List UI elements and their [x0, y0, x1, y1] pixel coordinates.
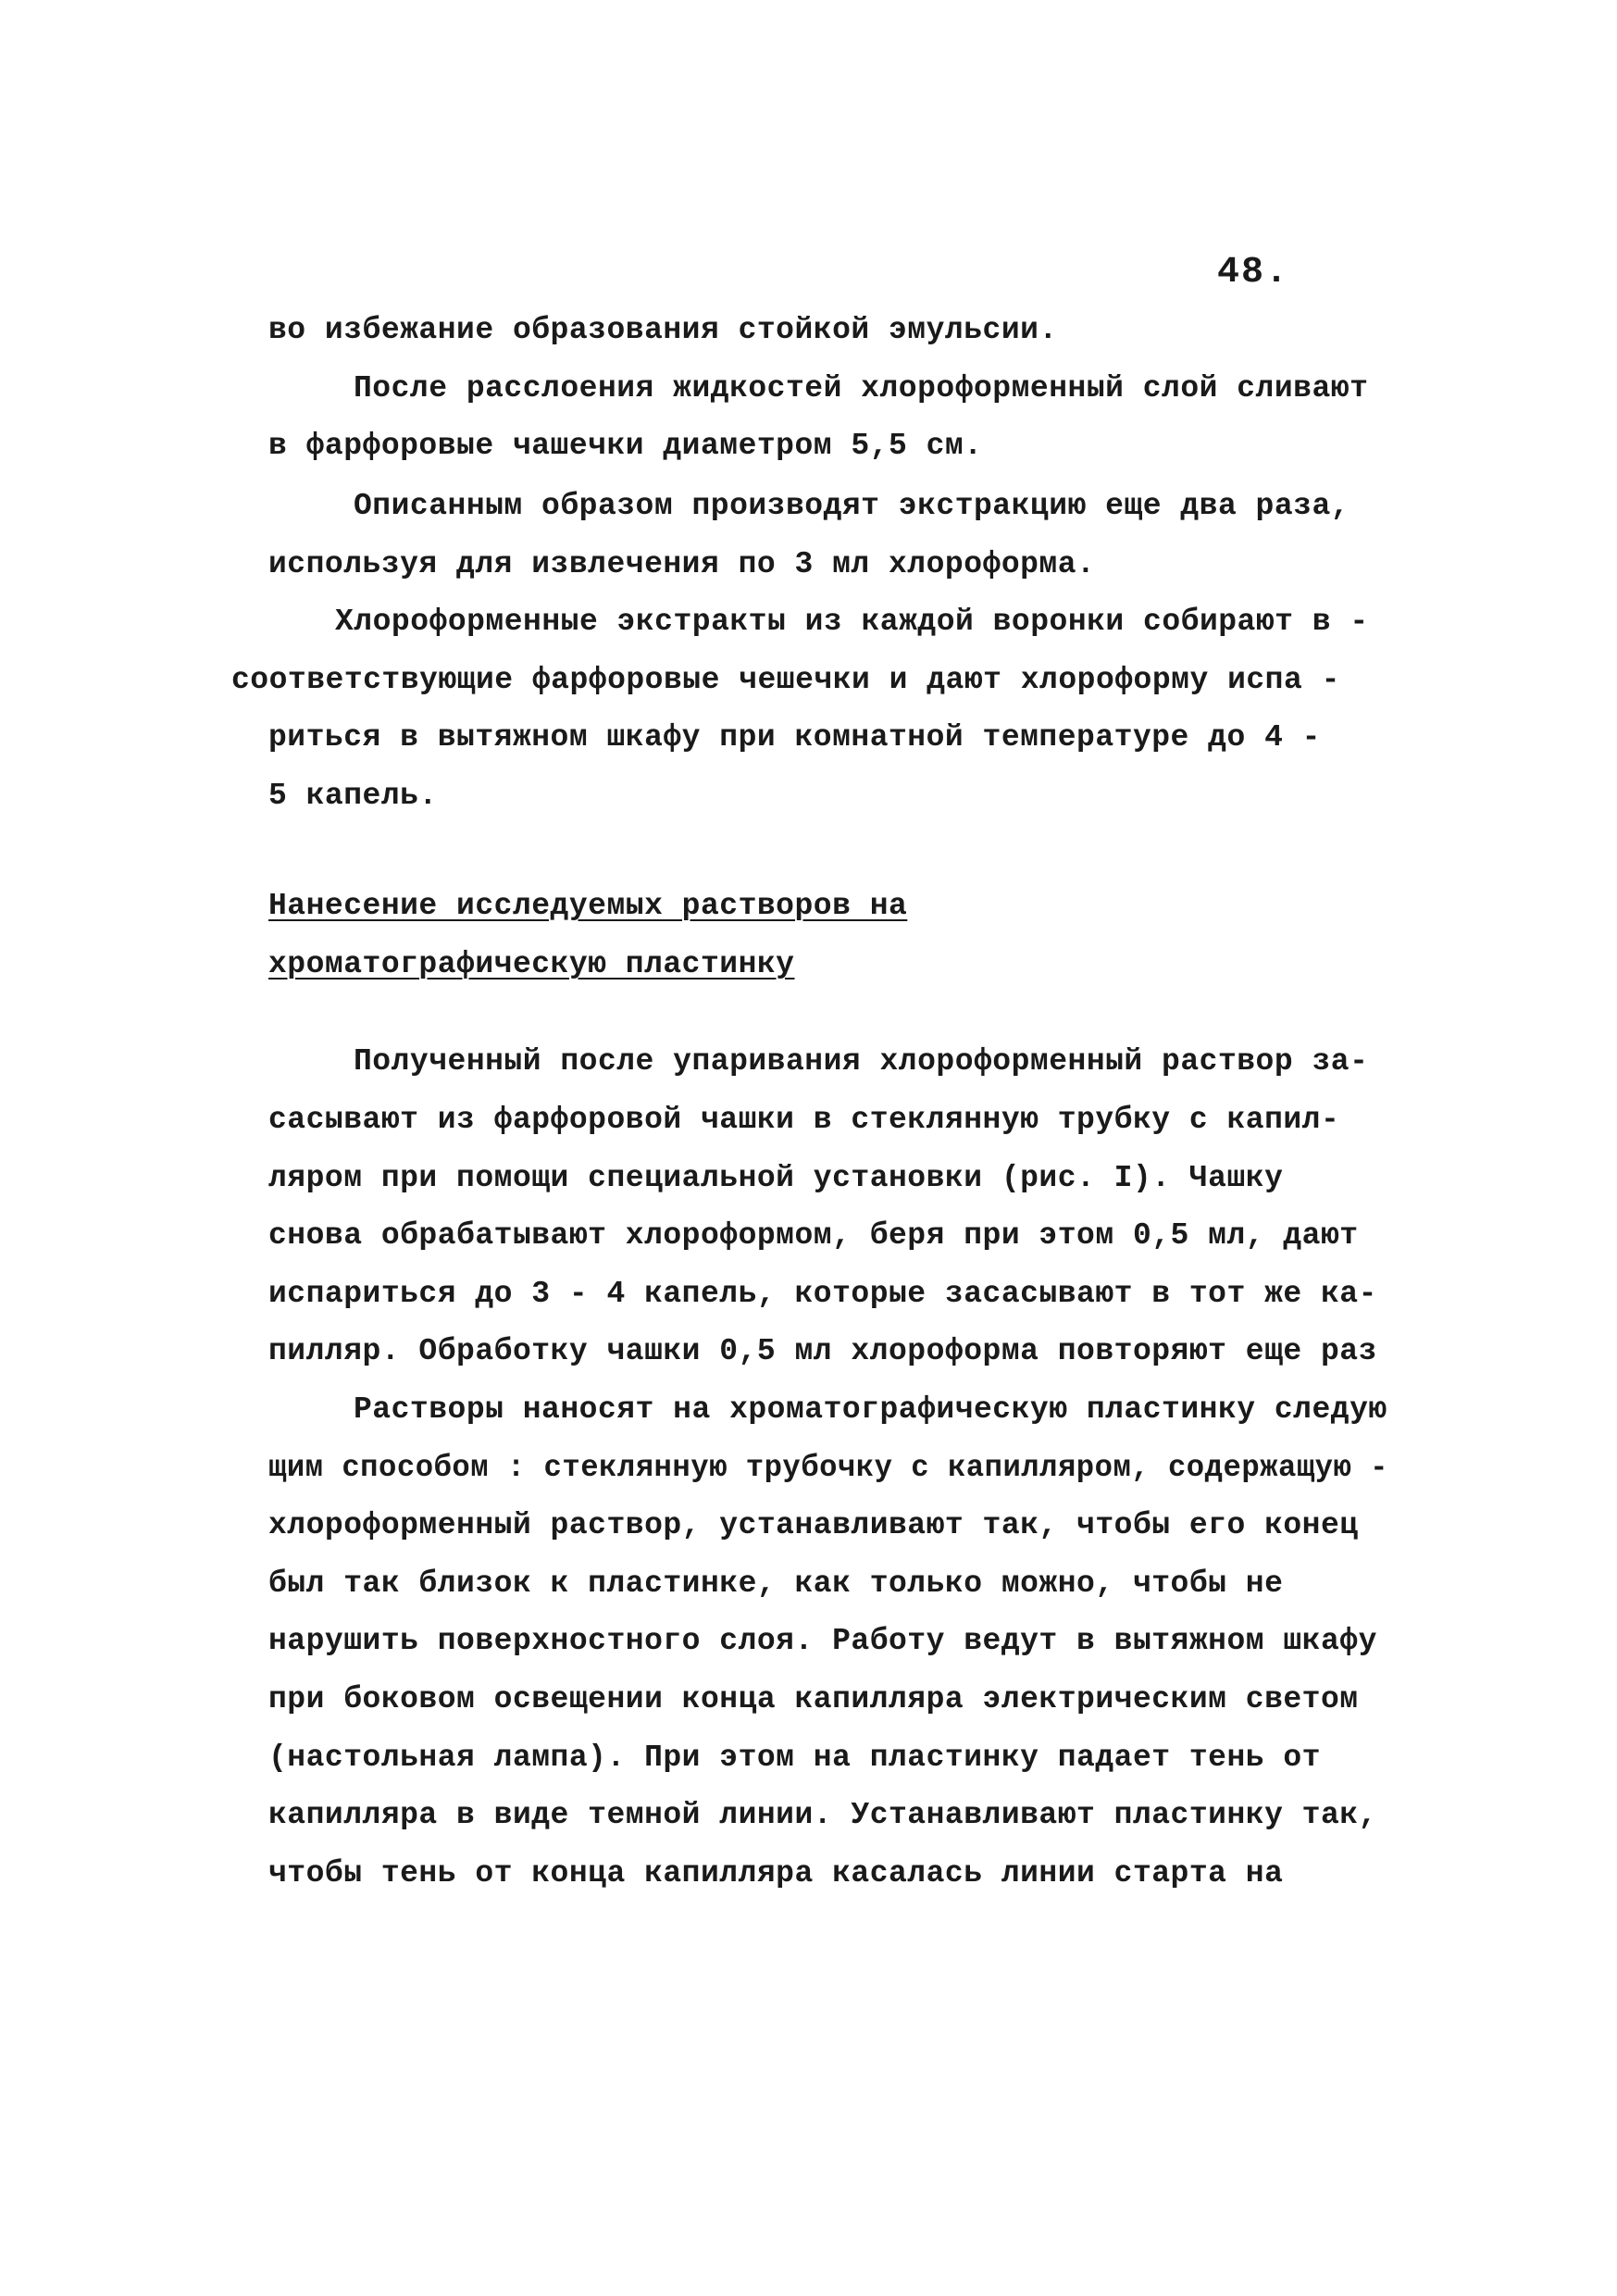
text-line: в фарфоровые чашечки диаметром 5,5 см.	[268, 429, 983, 463]
text-line: нарушить поверхностного слоя. Работу ведут в вытяжном шкафу	[268, 1624, 1377, 1658]
text-line: Полученный после упаривания хлороформенный раствор за-	[354, 1044, 1369, 1079]
text-line: снова обрабатывают хлороформом, беря при этом 0,5 мл, дают	[268, 1218, 1359, 1253]
text-line: используя для извлечения по 3 мл хлороформа.	[268, 547, 1096, 581]
text-line: чтобы тень от конца капилляра касалась линии старта на	[268, 1856, 1284, 1890]
page-number: 48.	[1217, 252, 1290, 293]
section-heading: Нанесение исследуемых растворов на	[268, 889, 908, 923]
section-heading: хроматографическую пластинку	[268, 947, 795, 981]
text-line: капилляра в виде темной линии. Устанавливают пластинку так,	[268, 1798, 1377, 1832]
text-line: (настольная лампа). При этом на пластинку падает тень от	[268, 1741, 1321, 1775]
text-line: хлороформенный раствор, устанавливают так, чтобы его конец	[268, 1508, 1359, 1542]
text-line: ляром при помощи специальной установки (рис. I). Чашку	[268, 1161, 1284, 1195]
text-line: был так близок к пластинке, как только можно, чтобы не	[268, 1566, 1284, 1601]
text-line: при боковом освещении конца капилляра электрическим светом	[268, 1682, 1359, 1716]
text-line: сасывают из фарфоровой чашки в стеклянную трубку с капил-	[268, 1103, 1340, 1137]
text-line: щим способом : стеклянную трубочку с капилляром, содержащую -	[268, 1451, 1389, 1485]
text-line: Хлороформенные экстракты из каждой воронки собирают в -	[335, 605, 1369, 639]
line-text: После расслоения жидкостей хлороформенный слой сливают	[354, 371, 1369, 406]
text-line: испариться до 3 - 4 капель, которые засасывают в тот же ка-	[268, 1277, 1377, 1311]
text-line	[354, 373, 1372, 404]
text-line: Растворы наносят на хроматографическую пластинку следую	[354, 1392, 1387, 1427]
text-line: Описанным образом производят экстракцию еще два раза,	[354, 489, 1350, 523]
text-line: соответствующие фарфоровые чешечки и дают хлороформу испа -	[231, 663, 1340, 697]
text-line: пилляр. Обработку чашки 0,5 мл хлороформа повторяют еще раз	[268, 1334, 1377, 1368]
text-line: 5 капель.	[268, 779, 438, 813]
text-line: риться в вытяжном шкафу при комнатной температуре до 4 -	[268, 720, 1321, 755]
text-line: во избежание образования стойкой эмульсии.	[268, 313, 1058, 347]
